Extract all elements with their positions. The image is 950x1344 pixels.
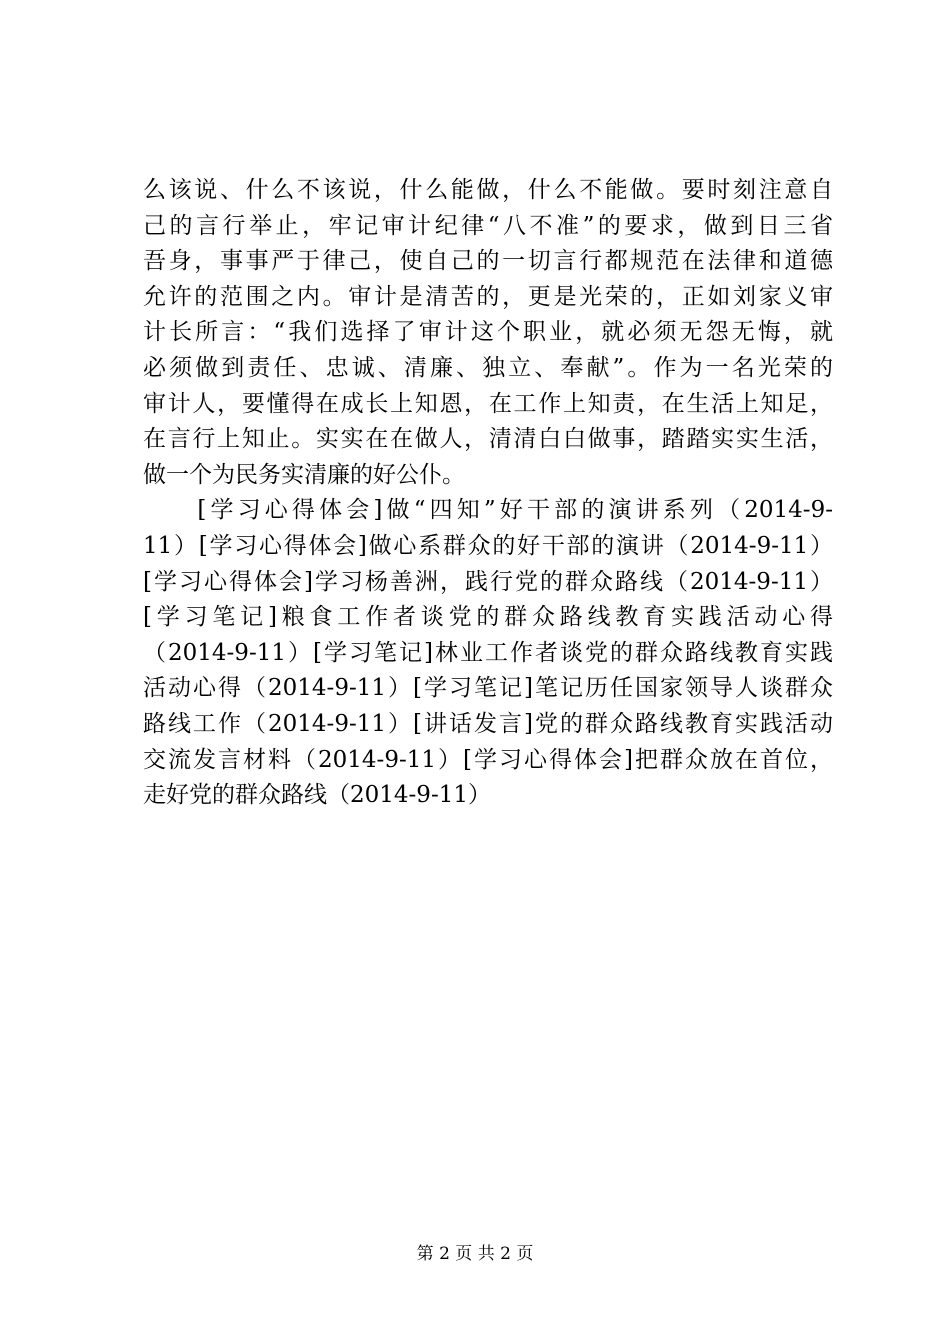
text-line: 11）[学习心得体会]做心系群众的好干部的演讲（2014-9-11） bbox=[143, 532, 833, 559]
page-number-footer: 第 2 页 共 2 页 bbox=[416, 1244, 534, 1264]
text-line: [学习笔记]粮食工作者谈党的群众路线教育实践活动心得 bbox=[143, 604, 833, 631]
document-body bbox=[143, 173, 833, 814]
text-line: （2014-9-11）[学习笔记]林业工作者谈党的群众路线教育实践 bbox=[143, 639, 833, 666]
text-line: 必须做到责任、忠诚、清廉、独立、奉献”。作为一名光荣的 bbox=[143, 354, 833, 381]
text-line: 吾身，事事严于律己，使自己的一切言行都规范在法律和道德 bbox=[143, 248, 833, 275]
paragraph-related-articles bbox=[143, 493, 833, 813]
paragraph-closing-remarks bbox=[143, 173, 833, 493]
text-line: 交流发言材料（2014-9-11）[学习心得体会]把群众放在首位， bbox=[143, 746, 833, 773]
text-line: 活动心得（2014-9-11）[学习笔记]笔记历任国家领导人谈群众 bbox=[143, 675, 833, 702]
text-line: 在言行上知止。实实在在做人，清清白白做事，踏踏实实生活， bbox=[143, 426, 833, 453]
text-line: 走好党的群众路线（2014-9-11） bbox=[143, 782, 491, 809]
text-line: 允许的范围之内。审计是清苦的，更是光荣的，正如刘家义审 bbox=[143, 283, 833, 310]
text-line: 做一个为民务实清廉的好公仆。 bbox=[143, 461, 465, 488]
text-line: 计长所言：“我们选择了审计这个职业，就必须无怨无悔，就 bbox=[143, 319, 833, 346]
text-line: 审计人，要懂得在成长上知恩，在工作上知责，在生活上知足， bbox=[143, 390, 833, 417]
text-line: 路线工作（2014-9-11）[讲话发言]党的群众路线教育实践活动 bbox=[143, 710, 833, 737]
text-line: 己的言行举止，牢记审计纪律“八不准”的要求，做到日三省 bbox=[143, 212, 833, 239]
text-line: [学习心得体会]做“四知”好干部的演讲系列（2014-9- bbox=[143, 497, 833, 524]
text-line: 么该说、什么不该说，什么能做，什么不能做。要时刻注意自 bbox=[143, 177, 833, 203]
text-line: [学习心得体会]学习杨善洲，践行党的群众路线（2014-9-11） bbox=[143, 568, 833, 595]
